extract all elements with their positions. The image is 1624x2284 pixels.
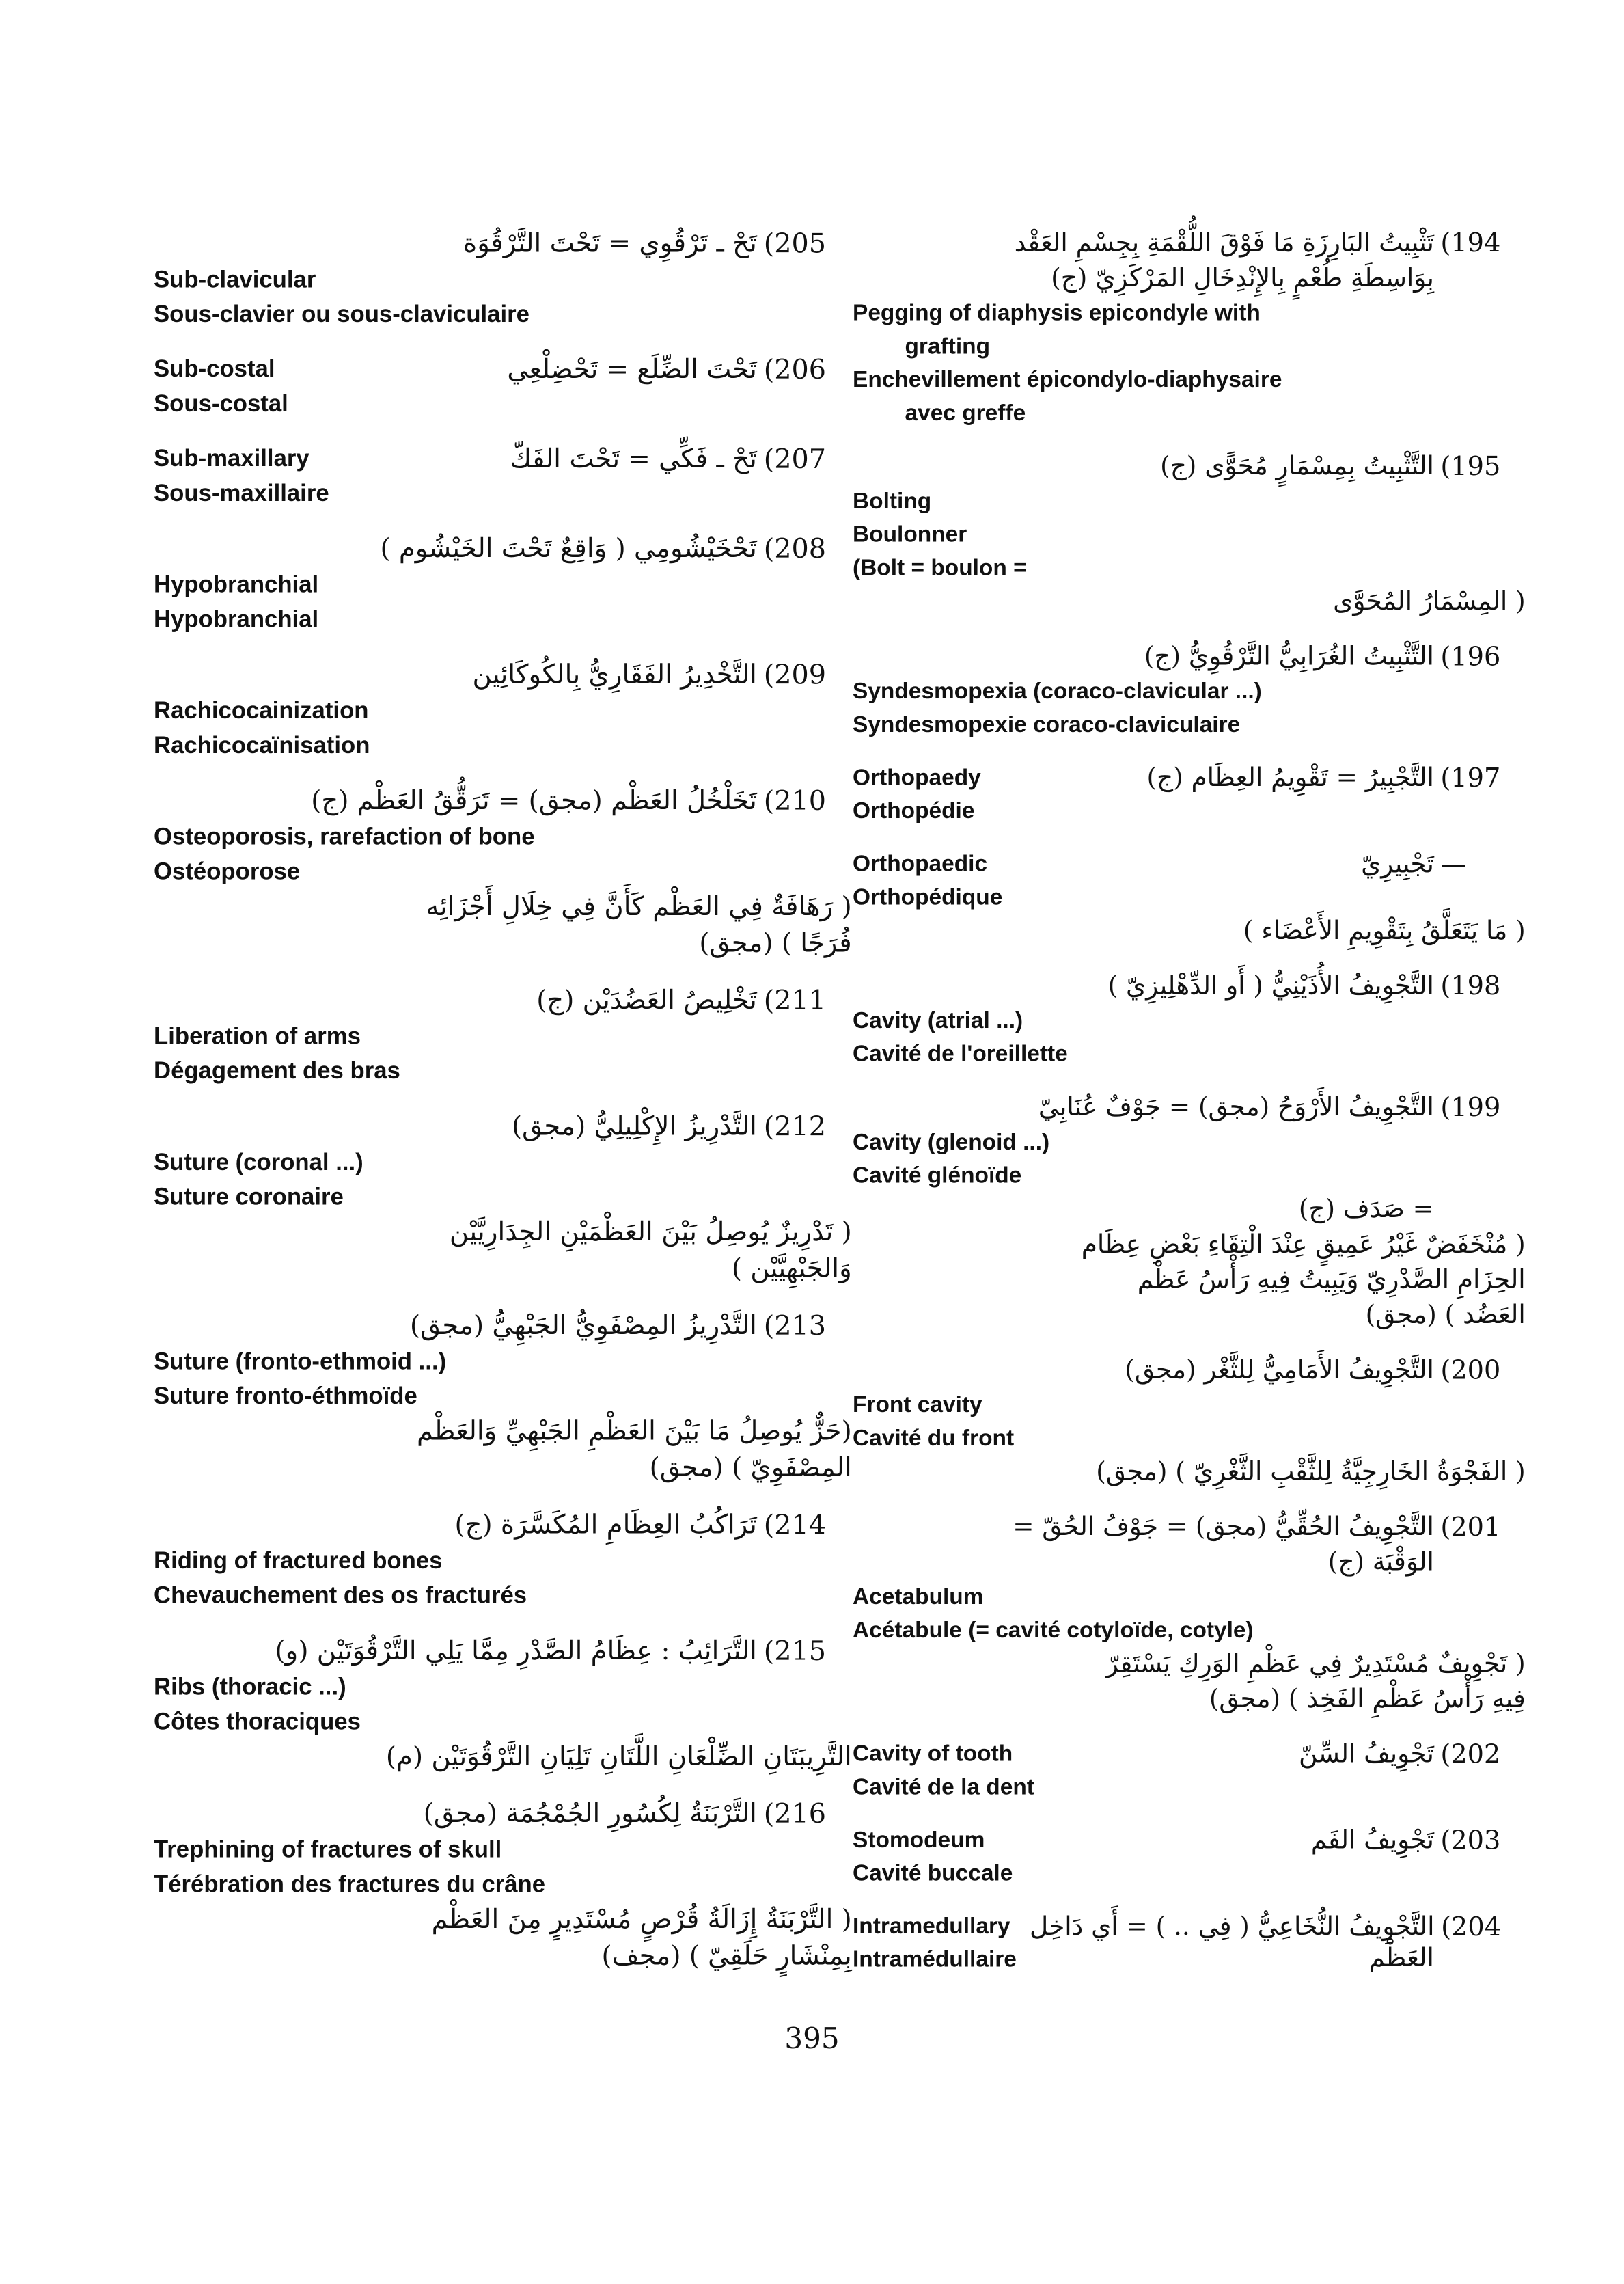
term-line: Syndesmopexie coraco-claviculaire bbox=[853, 711, 1241, 737]
dictionary-entry bbox=[853, 968, 1526, 1070]
term-line: Rachicocainization bbox=[154, 697, 369, 724]
dictionary-entry bbox=[853, 226, 1526, 429]
entry-number: (201 bbox=[1440, 1512, 1501, 1542]
term-line: Cavité glénoïde bbox=[853, 1162, 1022, 1188]
arabic-term: تَثْبِيتُ البَارِزَةِ مَا فَوْقَ اللُّقْمَةِ بِجِسْمِ العَقْد (194 bbox=[853, 226, 1434, 261]
term-line: Dégagement des bras bbox=[154, 1057, 400, 1084]
entry-number: (207 bbox=[763, 444, 827, 476]
dictionary-entry bbox=[154, 982, 852, 1088]
arabic-term: التَّثْبِيتُ الغُرَابِيُّ التَّرْقُوِيُّ (ج) (196 bbox=[853, 639, 1434, 675]
term-line: Côtes thoraciques bbox=[154, 1708, 361, 1735]
term-line: Ostéoporose bbox=[154, 858, 301, 885]
arabic-term: التَّجْوِيفُ الأَمَامِيُّ لِلثَّغْر (مجق) (200 bbox=[853, 1352, 1434, 1388]
entry-terms bbox=[853, 1823, 1013, 1890]
term-line: Cavité buccale bbox=[853, 1860, 1013, 1886]
dictionary-entry bbox=[154, 352, 852, 421]
arabic-term: تَجْبِيرِيّ — bbox=[1002, 847, 1433, 882]
arabic-definition: فُرَجًا ) (مجق) bbox=[699, 927, 852, 959]
dictionary-entry bbox=[853, 1352, 1526, 1490]
page-number: 395 bbox=[784, 2022, 840, 2055]
dictionary-entry bbox=[853, 847, 1526, 949]
arabic-continuation: بِوَاسِطَةِ طُعْمٍ بِالإِنْدِخَالِ المَرْكَزِيّ (ج) bbox=[1051, 263, 1434, 293]
term-line: Térébration des fractures du crâne bbox=[154, 1871, 546, 1898]
entry-number: (200 bbox=[1440, 1355, 1501, 1385]
dictionary-entry bbox=[853, 1823, 1526, 1890]
term-line: Osteoporosis, rarefaction of bone bbox=[154, 823, 535, 850]
arabic-term: التَّدْرِيزُ الإِكْلِيلِيُّ (مجق) (212 bbox=[154, 1109, 757, 1145]
dictionary-entry bbox=[154, 657, 852, 763]
arabic-term: تَجْوِيفُ السِّنّ (202 bbox=[1034, 1737, 1434, 1772]
term-line: Cavity (atrial ...) bbox=[853, 1007, 1023, 1033]
arabic-term: تَخْلِيصُ العَضُدَيْن (ج) (211 bbox=[154, 982, 757, 1019]
term-line: Trephining of fractures of skull bbox=[154, 1836, 502, 1863]
term-line: Ribs (thoracic ...) bbox=[154, 1673, 346, 1700]
entry-number: (214 bbox=[763, 1509, 827, 1541]
term-line: Intramédullaire bbox=[853, 1946, 1017, 1972]
arabic-term: تَخَلْخُلُ العَظْم (مجق) = تَرَقُّقُ العَظْم (ج) (210 bbox=[154, 783, 757, 819]
entry-number: (202 bbox=[1440, 1739, 1501, 1770]
entry-terms bbox=[853, 761, 981, 828]
left-column bbox=[154, 226, 852, 1995]
arabic-definition: التَّرِيبَتَانِ الضِّلْعَانِ اللَّتَانِ تَلِيَانِ التَّرْقُوَتَيْن (م) bbox=[385, 1741, 852, 1772]
entry-number: (204 bbox=[1441, 1912, 1501, 1942]
term-line: Hypobranchial bbox=[154, 571, 319, 598]
right-column bbox=[853, 226, 1526, 1996]
arabic-term: التَّجْوِيفُ الأُذَيْنِيُّ ( أَو الدِّهْلِيزِيّ ) (198 bbox=[853, 968, 1434, 1004]
term-line: Suture (fronto-ethmoid ...) bbox=[154, 1348, 447, 1375]
term-line: Sub-clavicular bbox=[154, 266, 316, 293]
dictionary-entry bbox=[853, 1510, 1526, 1717]
term-line: Syndesmopexia (coraco-clavicular ...) bbox=[853, 678, 1262, 704]
entry-terms bbox=[154, 441, 329, 510]
arabic-term: التَّجْبِيرُ = تَقْوِيمُ العِظَام (ج) (197 bbox=[981, 761, 1434, 796]
term-line: Sub-costal bbox=[154, 355, 275, 383]
dictionary-entry bbox=[853, 1737, 1526, 1804]
entry-number: (198 bbox=[1440, 970, 1501, 1001]
entry-number: (206 bbox=[763, 354, 827, 386]
entry-row bbox=[154, 352, 852, 421]
arabic-term: التَّثْبِيتُ بِمِسْمَارٍ مُحَوًّى (ج) (195 bbox=[853, 449, 1434, 485]
entry-terms bbox=[853, 847, 1002, 914]
entry-number: (216 bbox=[763, 1798, 827, 1830]
arabic-definition: ( التَّرْبَنَةُ إِزَالَةُ قُرْصٍ مُسْتَدِيرٍ مِنَ العَظْم bbox=[431, 1904, 852, 1935]
term-line: Orthopaedic bbox=[853, 850, 988, 877]
term-line: Sous-maxillaire bbox=[154, 480, 329, 506]
arabic-term: تَجْوِيفُ الفَم (203 bbox=[1013, 1823, 1434, 1858]
entry-row bbox=[853, 847, 1526, 914]
entry-number: (210 bbox=[763, 785, 827, 817]
dictionary-entry bbox=[853, 761, 1526, 828]
term-line: Boulonner bbox=[853, 521, 967, 547]
term-line: Pegging of diaphysis epicondyle with bbox=[853, 299, 1261, 326]
entry-terms bbox=[154, 352, 288, 421]
dictionary-entry bbox=[154, 441, 852, 510]
entry-number: — bbox=[1440, 849, 1467, 880]
dictionary-entry bbox=[154, 783, 852, 962]
arabic-term: تَرَاكُبُ العِظَامِ المُكَسَّرَة (ج) (214 bbox=[154, 1507, 757, 1544]
arabic-definition: ( تَدْرِيزٌ يُوصِلُ بَيْنَ العَظْمَيْنِ الجِدَارِيَّيْن bbox=[449, 1216, 852, 1247]
arabic-term: التَّرَائِبُ : عِظَامُ الصَّدْرِ مِمَّا يَلِي التَّرْقُوَتَيْن (و) (215 bbox=[154, 1633, 757, 1670]
term-line: (Bolt = boulon = bbox=[853, 554, 1027, 581]
arabic-definition: ( رَهَافَةٌ فِي العَظْم كَأَنَّ فِي خِلَالِ أَجْزَائِه bbox=[426, 891, 852, 922]
arabic-term: التَّجْوِيفُ الحُقِّيُّ (مجق) = جَوْفُ الحُقّ = (201 bbox=[853, 1510, 1434, 1545]
term-line: Bolting bbox=[853, 488, 932, 514]
arabic-definition: بِمِنْشَارٍ حَلَقِيّ ) (مجف) bbox=[601, 1940, 852, 1972]
term-line: Intramedullary bbox=[853, 1913, 1010, 1939]
term-line: Cavité du front bbox=[853, 1425, 1015, 1451]
dictionary-entry bbox=[154, 1633, 852, 1775]
arabic-definition: الحِزَامِ الصَّدْرِيّ وَيَبِيتُ فِيهِ رَأْسُ عَظْم bbox=[1137, 1264, 1526, 1295]
term-line: Hypobranchial bbox=[154, 606, 319, 633]
arabic-definition: ( مُنْخَفَضٌ غَيْرُ عَمِيقٍ عِنْدَ الْتِقَاءِ بَعْضِ عِظَام bbox=[1081, 1229, 1526, 1260]
entry-number: (197 bbox=[1440, 763, 1501, 793]
arabic-term: التَّرْبَنَةُ لِكُسُورِ الجُمْجُمَة (مجق) (216 bbox=[154, 1795, 757, 1832]
dictionary-entry bbox=[853, 639, 1526, 741]
entry-number: (211 bbox=[763, 985, 827, 1016]
term-line: Sous-costal bbox=[154, 390, 288, 417]
term-line: Orthopédique bbox=[853, 884, 1003, 910]
entry-number: (215 bbox=[763, 1635, 827, 1667]
term-line: Suture (coronal ...) bbox=[154, 1149, 363, 1175]
arabic-note: = صَدَف (ج) bbox=[1298, 1194, 1434, 1224]
entry-number: (194 bbox=[1440, 228, 1501, 258]
arabic-definition: ( الفَجْوَةُ الخَارِجِيَّةُ لِلثَّقْبِ الثَّغْرِيّ ) (مجق) bbox=[1096, 1457, 1526, 1487]
arabic-definition: ( المِسْمَارُ المُحَوَّى bbox=[1333, 586, 1526, 616]
term-line: Suture fronto-éthmoïde bbox=[154, 1383, 417, 1410]
dictionary-entry bbox=[154, 1307, 852, 1486]
term-line: Rachicocaïnisation bbox=[154, 732, 370, 759]
arabic-term: تَحْخَيْشُومِي ( وَاقِعٌ تَحْتَ الخَيْشُوم ) (208 bbox=[154, 530, 757, 567]
term-line: Acétabule (= cavité cotyloïde, cotyle) bbox=[853, 1617, 1254, 1643]
entry-number: (196 bbox=[1440, 641, 1501, 672]
term-line: grafting bbox=[905, 333, 991, 359]
term-line: Stomodeum bbox=[853, 1827, 985, 1853]
entry-row bbox=[853, 1823, 1526, 1890]
entry-row bbox=[154, 441, 852, 510]
arabic-term: تَحْ ـ فَكِّي = تَحْتَ الفَكّ (207 bbox=[329, 441, 757, 478]
entry-number: (208 bbox=[763, 533, 827, 565]
dictionary-entry bbox=[154, 1507, 852, 1613]
arabic-term: تَحْتَ الضِّلَع = تَحْضِلْعِي (206 bbox=[288, 352, 757, 389]
dictionary-entry bbox=[154, 530, 852, 636]
term-line: Chevauchement des os fracturés bbox=[154, 1581, 527, 1609]
arabic-definition: وَالجَبْهِيَّيْن ) bbox=[731, 1253, 852, 1284]
arabic-definition: العَضُد ) (مجق) bbox=[1365, 1300, 1526, 1330]
entry-number: (203 bbox=[1440, 1825, 1501, 1856]
arabic-definition: ( مَا يَتَعَلَّقُ بِتَقْوِيمِ الأَعْضَاء ) bbox=[1243, 916, 1526, 946]
term-line: Front cavity bbox=[853, 1391, 982, 1417]
term-line: Cavité de l'oreillette bbox=[853, 1041, 1068, 1067]
term-line: Acetabulum bbox=[853, 1583, 984, 1609]
arabic-definition: (حَزٌّ يُوصِلُ مَا بَيْنَ العَظْمِ الجَبْهِيِّ وَالعَظْم bbox=[416, 1415, 852, 1447]
entry-number: (213 bbox=[763, 1310, 827, 1342]
dictionary-entry bbox=[853, 1909, 1526, 1976]
entry-row bbox=[853, 761, 1526, 828]
entry-row bbox=[853, 1737, 1526, 1804]
dictionary-entry bbox=[853, 1090, 1526, 1333]
term-line: avec greffe bbox=[905, 400, 1026, 426]
arabic-term: التَّدْرِيزُ المِصْفَوِيُّ الجَبْهِيُّ (مجق) (213 bbox=[154, 1307, 757, 1344]
entry-number: (195 bbox=[1440, 451, 1501, 482]
term-line: Cavité de la dent bbox=[853, 1773, 1034, 1800]
term-line: Sous-clavier ou sous-claviculaire bbox=[154, 301, 529, 327]
term-line: Cavity (glenoid ...) bbox=[853, 1129, 1050, 1155]
term-line: Orthopaedy bbox=[853, 764, 981, 790]
dictionary-entry bbox=[853, 449, 1526, 620]
entry-number: (209 bbox=[763, 659, 827, 691]
term-line: Enchevillement épicondylo-diaphysaire bbox=[853, 366, 1282, 392]
entry-number: (205 bbox=[763, 228, 827, 260]
arabic-term: التَّخْدِيرُ الفَقَارِيُّ بِالكُوكَائِين (209 bbox=[154, 657, 757, 694]
arabic-term: التَّجْوِيفُ الأَرْوَحُ (مجق) = جَوْفٌ عُنَابِيّ (199 bbox=[853, 1090, 1434, 1126]
term-line: Cavity of tooth bbox=[853, 1740, 1013, 1767]
entry-number: (199 bbox=[1440, 1092, 1501, 1123]
arabic-continuation: الوَقْبَة (ج) bbox=[1327, 1547, 1434, 1577]
arabic-continuation: العَظْم bbox=[1368, 1943, 1434, 1973]
dictionary-entry bbox=[154, 226, 852, 331]
arabic-definition: المِصْفَوِيّ ) (مجق) bbox=[649, 1452, 852, 1484]
term-line: Riding of fractured bones bbox=[154, 1547, 443, 1575]
arabic-term: التَّجْوِيفُ النُّخَاعِيُّ ( فِي .. ) = أَي دَاخِل (204 bbox=[1017, 1909, 1435, 1945]
arabic-term: تَحْ ـ تَرْقُوِي = تَحْتَ التَّرْقُوَة (205 bbox=[154, 226, 757, 262]
entry-number: (212 bbox=[763, 1111, 827, 1143]
term-line: Suture coronaire bbox=[154, 1183, 344, 1210]
dictionary-entry bbox=[154, 1795, 852, 1974]
term-line: Liberation of arms bbox=[154, 1022, 361, 1050]
dictionary-entry bbox=[154, 1109, 852, 1288]
arabic-definition: فِيهِ رَأْسُ عَظْمِ الفَخِذ ) (مجق) bbox=[1209, 1684, 1526, 1714]
term-line: Orthopédie bbox=[853, 798, 975, 824]
term-line: Sub-maxillary bbox=[154, 445, 309, 472]
entry-terms bbox=[853, 1737, 1034, 1804]
arabic-definition: ( تَجْوِيفٌ مُسْتَدِيرٌ فِي عَظْمِ الوَرِكِ يَسْتَقِرّ bbox=[1105, 1649, 1526, 1679]
